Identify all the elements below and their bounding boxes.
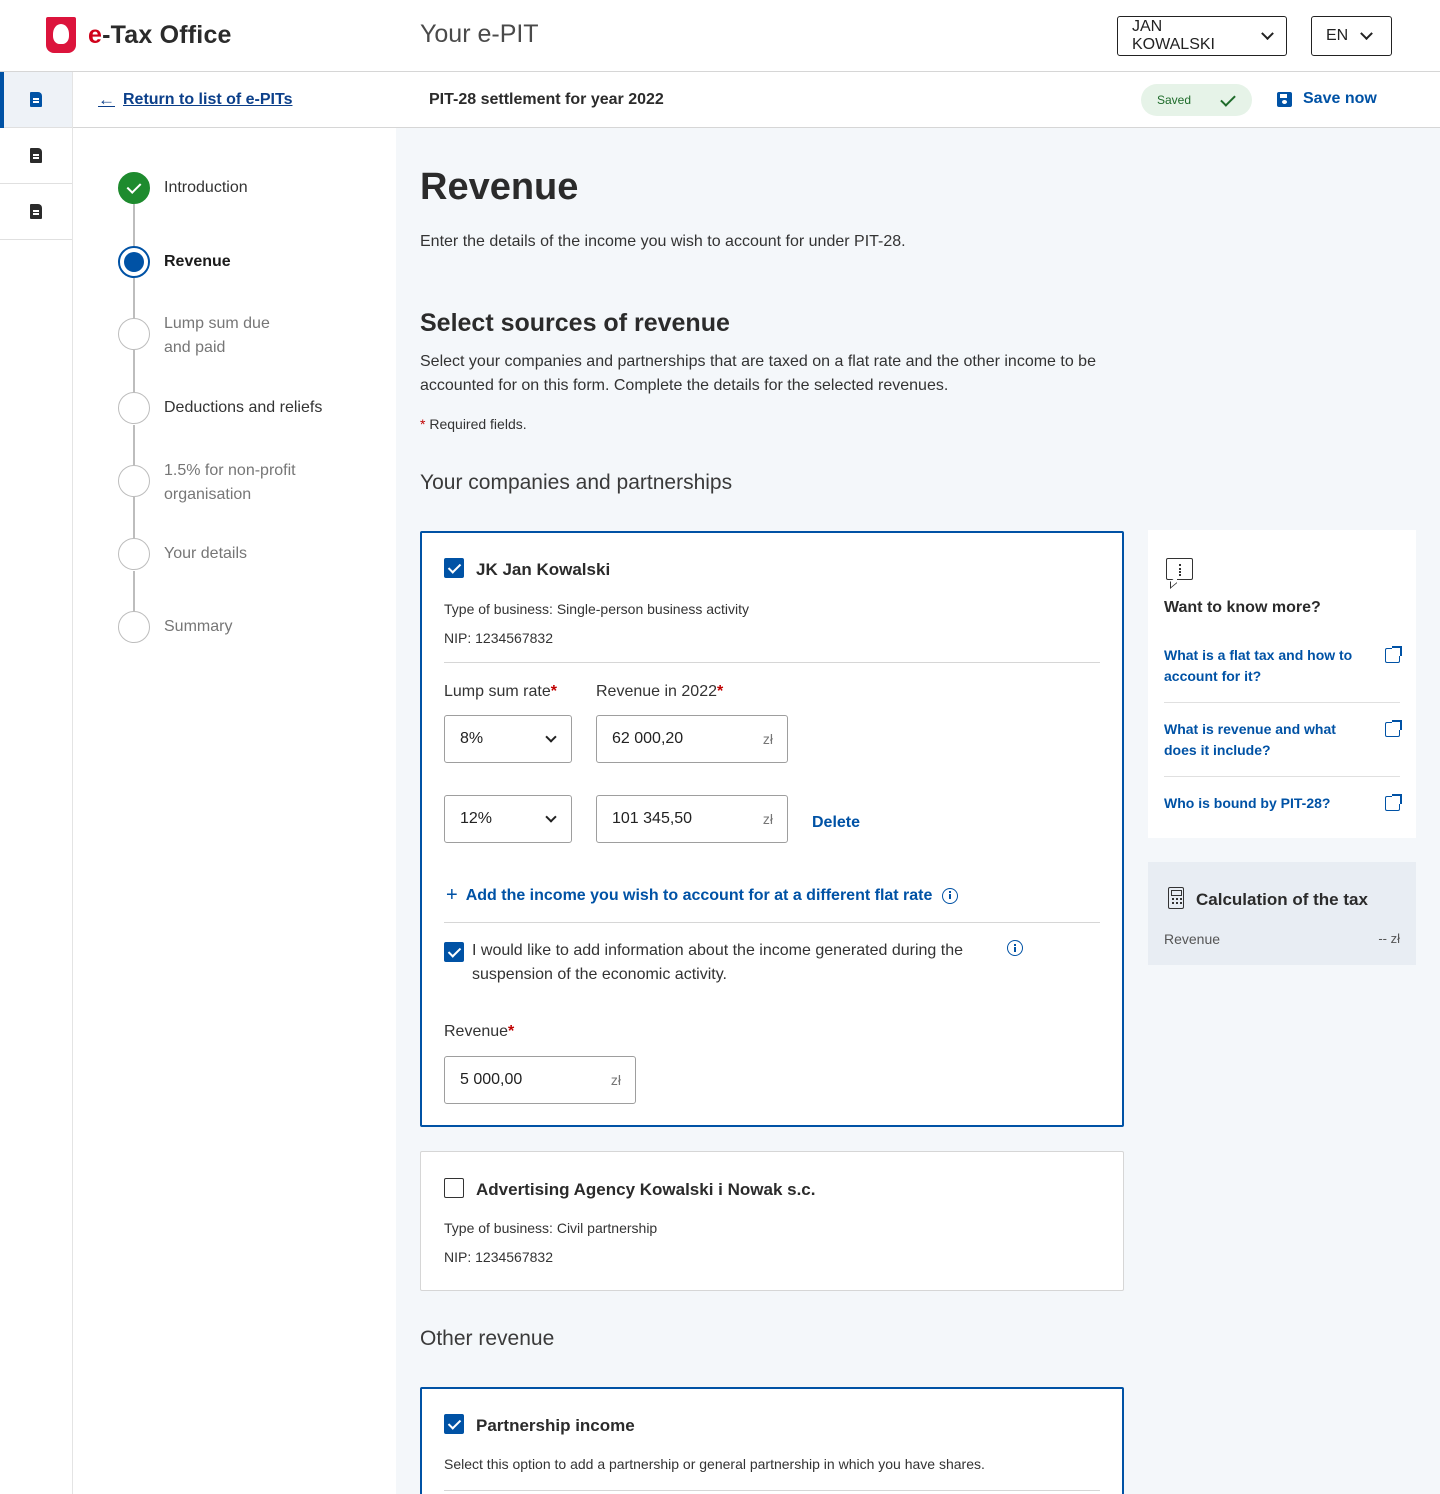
- add-different-rate-link[interactable]: [446, 884, 958, 907]
- external-link-icon: [1385, 722, 1400, 737]
- rail-item-document[interactable]: [0, 184, 72, 240]
- e-tax-office-logo[interactable]: [46, 17, 232, 53]
- step-introduction[interactable]: [118, 172, 344, 204]
- section-title: Select sources of revenue: [420, 309, 730, 337]
- calculation-title: Calculation of the tax: [1196, 890, 1368, 909]
- step-deductions[interactable]: [118, 392, 364, 424]
- step-connector: [133, 278, 135, 319]
- revenue-value: 62 000,20: [612, 730, 684, 747]
- step-label: Lump sum due and paid: [164, 315, 270, 356]
- settlement-title: PIT-28 settlement for year 2022: [429, 91, 664, 108]
- tax-calculation-panel: [1148, 862, 1416, 965]
- business-type: Type of business: Civil partnership: [444, 1220, 658, 1236]
- document-icon: [30, 204, 42, 219]
- external-link-icon: [1385, 796, 1400, 811]
- polish-eagle-emblem-icon: [46, 17, 76, 53]
- top-header: [0, 0, 1440, 72]
- language-dropdown[interactable]: [1311, 16, 1392, 56]
- chevron-down-icon: [545, 731, 556, 742]
- chevron-down-icon: [1360, 27, 1373, 40]
- user-menu-dropdown[interactable]: [1117, 16, 1287, 56]
- saved-status-label: Saved: [1157, 93, 1192, 107]
- revenue-2022-label: Revenue in 2022*: [596, 683, 724, 700]
- help-link-who-bound[interactable]: [1164, 793, 1400, 814]
- check-icon: [1220, 91, 1236, 107]
- help-link-label: Who is bound by PIT-28?: [1164, 795, 1331, 811]
- progress-stepper: [73, 128, 396, 1494]
- currency-unit: zł: [762, 811, 773, 827]
- plus-icon: +: [446, 884, 458, 906]
- step-non-profit[interactable]: [118, 462, 314, 507]
- step-label: Introduction: [164, 179, 248, 196]
- arrow-left-icon: ←: [98, 90, 115, 109]
- step-connector: [133, 571, 135, 613]
- calculation-revenue-value: -- zł: [1378, 931, 1400, 946]
- external-link-icon: [1385, 648, 1400, 663]
- return-to-list-label: Return to list of e-PITs: [123, 91, 293, 108]
- step-pending-indicator: [118, 318, 150, 350]
- company-checkbox[interactable]: [444, 1178, 464, 1198]
- step-label: Summary: [164, 618, 233, 635]
- suspension-revenue-label: Revenue*: [444, 1023, 515, 1040]
- step-pending-indicator: [118, 611, 150, 643]
- saved-status-badge: [1141, 84, 1252, 116]
- info-speech-bubble-icon: [1166, 558, 1193, 580]
- step-label: 1.5% for non-profit organisation: [164, 462, 296, 503]
- required-note-text: Required fields.: [429, 416, 527, 432]
- step-label: Revenue: [164, 253, 231, 270]
- suspension-income-checkbox[interactable]: [444, 942, 464, 962]
- divider: [444, 1490, 1100, 1491]
- company-card-jk-jan-kowalski: [420, 531, 1124, 1127]
- info-icon[interactable]: [1007, 940, 1023, 956]
- section-description: Select your companies and partnerships that are taxed on a flat rate and the other income to be accounted for on this form. Complete the details for the selected revenues.: [420, 353, 1096, 394]
- step-current-indicator: [118, 246, 150, 278]
- companies-heading: Your companies and partnerships: [420, 471, 733, 494]
- step-label: Your details: [164, 545, 248, 562]
- save-now-button[interactable]: [1277, 90, 1377, 108]
- delete-rate-row-button[interactable]: Delete: [812, 814, 861, 831]
- other-revenue-name: Partnership income: [476, 1416, 635, 1435]
- revenue-value: 101 345,50: [612, 810, 693, 827]
- suspension-revenue-input[interactable]: [444, 1056, 636, 1104]
- company-card-advertising-agency: [420, 1151, 1124, 1291]
- save-now-label: Save now: [1303, 90, 1377, 107]
- add-different-rate-label: Add the income you wish to account for at a different flat rate: [465, 886, 933, 904]
- step-pending-indicator: [118, 538, 150, 570]
- divider: [1164, 702, 1400, 703]
- language-code: EN: [1326, 27, 1349, 44]
- chevron-down-icon: [1261, 27, 1274, 40]
- step-pending-indicator: [118, 392, 150, 424]
- settlement-toolbar: [73, 72, 1440, 128]
- page-title: Revenue: [420, 166, 579, 208]
- page-heading: Your e-PIT: [420, 20, 539, 48]
- help-link-flat-tax[interactable]: [1164, 645, 1400, 687]
- business-type: Type of business: Single-person business activity: [444, 601, 750, 617]
- step-revenue[interactable]: [118, 246, 344, 278]
- step-your-details[interactable]: [118, 538, 344, 570]
- want-to-know-more-panel: [1148, 530, 1416, 838]
- selected-rate: 8%: [460, 730, 484, 747]
- save-icon: [1277, 92, 1292, 107]
- rail-item-new-document[interactable]: [0, 72, 72, 128]
- step-connector: [133, 204, 135, 246]
- chevron-down-icon: [545, 811, 556, 822]
- company-name: Advertising Agency Kowalski i Nowak s.c.: [476, 1180, 816, 1199]
- brand-name: e-Tax Office: [88, 20, 232, 49]
- currency-unit: zł: [762, 731, 773, 747]
- partnership-income-checkbox[interactable]: [444, 1414, 464, 1434]
- help-link-label: What is revenue and what does it include?: [1164, 721, 1336, 758]
- info-icon[interactable]: [942, 888, 958, 904]
- step-pending-indicator: [118, 465, 150, 497]
- calculation-revenue-label: Revenue: [1164, 931, 1221, 947]
- suspension-income-label: I would like to add information about the income generated during the suspension of the economic activity.: [472, 942, 963, 983]
- required-star: *: [420, 416, 426, 432]
- revenue-input[interactable]: [596, 795, 788, 843]
- lump-sum-rate-label: Lump sum rate*: [444, 683, 557, 700]
- rail-item-checked-document[interactable]: [0, 128, 72, 184]
- step-connector: [133, 425, 135, 465]
- user-name: JAN KOWALSKI: [1132, 18, 1215, 53]
- required-fields-note: [420, 416, 527, 432]
- page-intro: Enter the details of the income you wish to account for under PIT-28.: [420, 233, 906, 250]
- other-revenue-card-partnership: [420, 1387, 1124, 1494]
- lump-sum-rate-select[interactable]: [444, 715, 572, 763]
- help-link-revenue[interactable]: [1164, 719, 1400, 761]
- step-lump-sum[interactable]: [118, 315, 294, 360]
- step-label: Deductions and reliefs: [164, 399, 323, 416]
- other-revenue-heading: Other revenue: [420, 1327, 555, 1350]
- company-checkbox[interactable]: [444, 558, 464, 578]
- side-icon-rail: [0, 72, 73, 1494]
- calculator-icon: [1168, 887, 1184, 909]
- checked-document-icon: [30, 148, 42, 163]
- divider: [444, 662, 1100, 663]
- nip-number: NIP: 1234567832: [444, 630, 553, 646]
- selected-rate: 12%: [460, 810, 493, 827]
- new-document-icon: [30, 92, 42, 107]
- nip-number: NIP: 1234567832: [444, 1249, 553, 1265]
- divider: [444, 922, 1100, 923]
- revenue-value: 5 000,00: [460, 1071, 523, 1088]
- help-title: Want to know more?: [1164, 599, 1321, 616]
- return-to-list-link[interactable]: [98, 90, 292, 110]
- revenue-input[interactable]: [596, 715, 788, 763]
- other-revenue-description: Select this option to add a partnership or general partnership in which you have shares.: [444, 1456, 985, 1472]
- step-summary[interactable]: [118, 611, 344, 643]
- divider: [1164, 776, 1400, 777]
- company-name: JK Jan Kowalski: [476, 560, 611, 579]
- lump-sum-rate-select[interactable]: [444, 795, 572, 843]
- currency-unit: zł: [610, 1072, 621, 1088]
- help-link-label: What is a flat tax and how to account for it?: [1164, 647, 1353, 684]
- step-completed-check-icon: [118, 172, 150, 204]
